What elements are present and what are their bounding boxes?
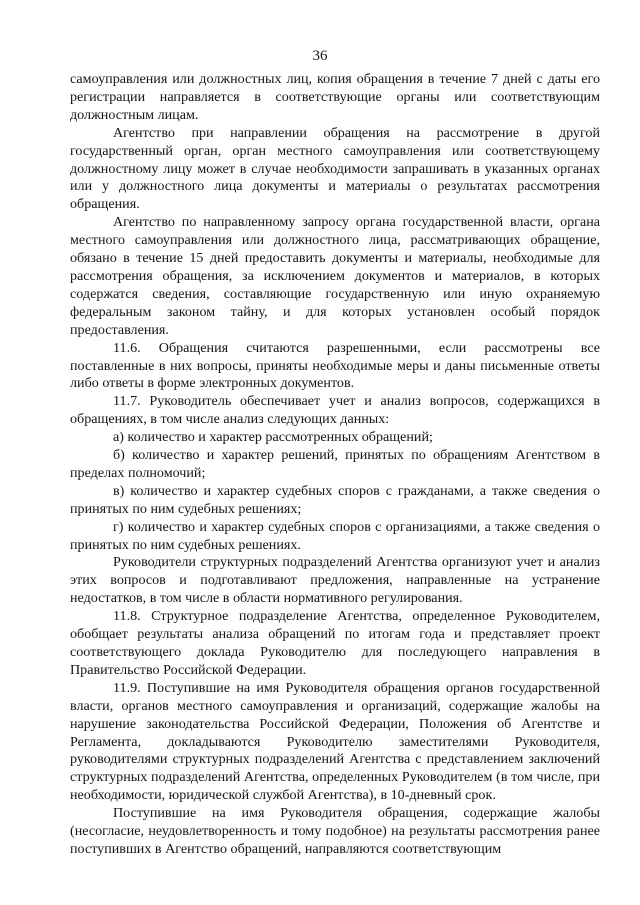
paragraph-3: Агентство по направленному запросу органа государственной власти, органа местного самоуправления или должностного лица, рассматривающих обращение, обязано в течение 15 дней предоставить документы и материалы, необходимые для рассмотрения обращения, за исключением документов и материалов, в которых содержатся сведения, составляющие государственную или иную охраняемую федеральным законом тайну, и для которых установлен особый порядок предоставления. <box>70 214 600 338</box>
paragraph-11-9: 11.9. Поступившие на имя Руководителя обращения органов государственной власти, органов местного самоуправления и организаций, содержащие жалобы на нарушение законодательства Российской Федерации, Положения об Агентстве и Регламента, докладываются Руководителю заместителями Руководителя, руководителями структурных подразделений Агентства с представлением заключений структурных подразделений Агентства, определенных Руководителем (в том числе, при необходимости, юридической службой Агентства), в 10-дневный срок. <box>70 679 600 804</box>
paragraph-11-8: 11.8. Структурное подразделение Агентства, определенное Руководителем, обобщает результаты анализа обращений по итогам года и представляет проект соответствующего доклада Руководителю для последующего направления в Правительство Российской Федерации. <box>70 608 600 678</box>
paragraph-2: Агентство при направлении обращения на рассмотрение в другой государственный орган, орган местного самоуправления или соответствующему должностному лицу может в случае необходимости запрашивать в указанных органах или у должностного лица документы и материалы о результатах рассмотрения обращения. <box>70 124 600 213</box>
list-item-g: г) количество и характер судебных споров с организациями, а также сведения о принятых по ним судебных решениях. <box>70 518 600 553</box>
list-item-a: а) количество и характер рассмотренных обращений; <box>113 429 433 446</box>
list-item-v: в) количество и характер судебных споров с гражданами, а также сведения о принятых по ним судебных решениях; <box>70 482 600 517</box>
page-number: 36 <box>312 48 328 64</box>
paragraph-complaints: Поступившие на имя Руководителя обращения, содержащие жалобы (несогласие, неудовлетворенность и тому подобное) на результаты рассмотрения ранее поступивших в Агентство обращений, направляются соответствующим <box>70 805 600 857</box>
paragraph-11-7: 11.7. Руководитель обеспечивает учет и анализ вопросов, содержащихся в обращениях, в том числе анализ следующих данных: <box>70 393 600 428</box>
document-body <box>70 71 600 859</box>
paragraph-heads-of-units: Руководители структурных подразделений Агентства организуют учет и анализ этих вопросов и подготавливают предложения, направленные на устранение недостатков, в том числе в области нормативного регулирования. <box>70 554 600 607</box>
paragraph-1: самоуправления или должностных лиц, копия обращения в течение 7 дней с даты его регистрации направляется в соответствующие органы или соответствующим должностным лицам. <box>70 71 600 123</box>
paragraph-11-6: 11.6. Обращения считаются разрешенными, если рассмотрены все поставленные в них вопросы, приняты необходимые меры и даны письменные ответы либо ответы в форме электронных документов. <box>70 339 600 392</box>
list-item-b: б) количество и характер решений, принятых по обращениям Агентством в пределах полномочий; <box>70 447 600 481</box>
